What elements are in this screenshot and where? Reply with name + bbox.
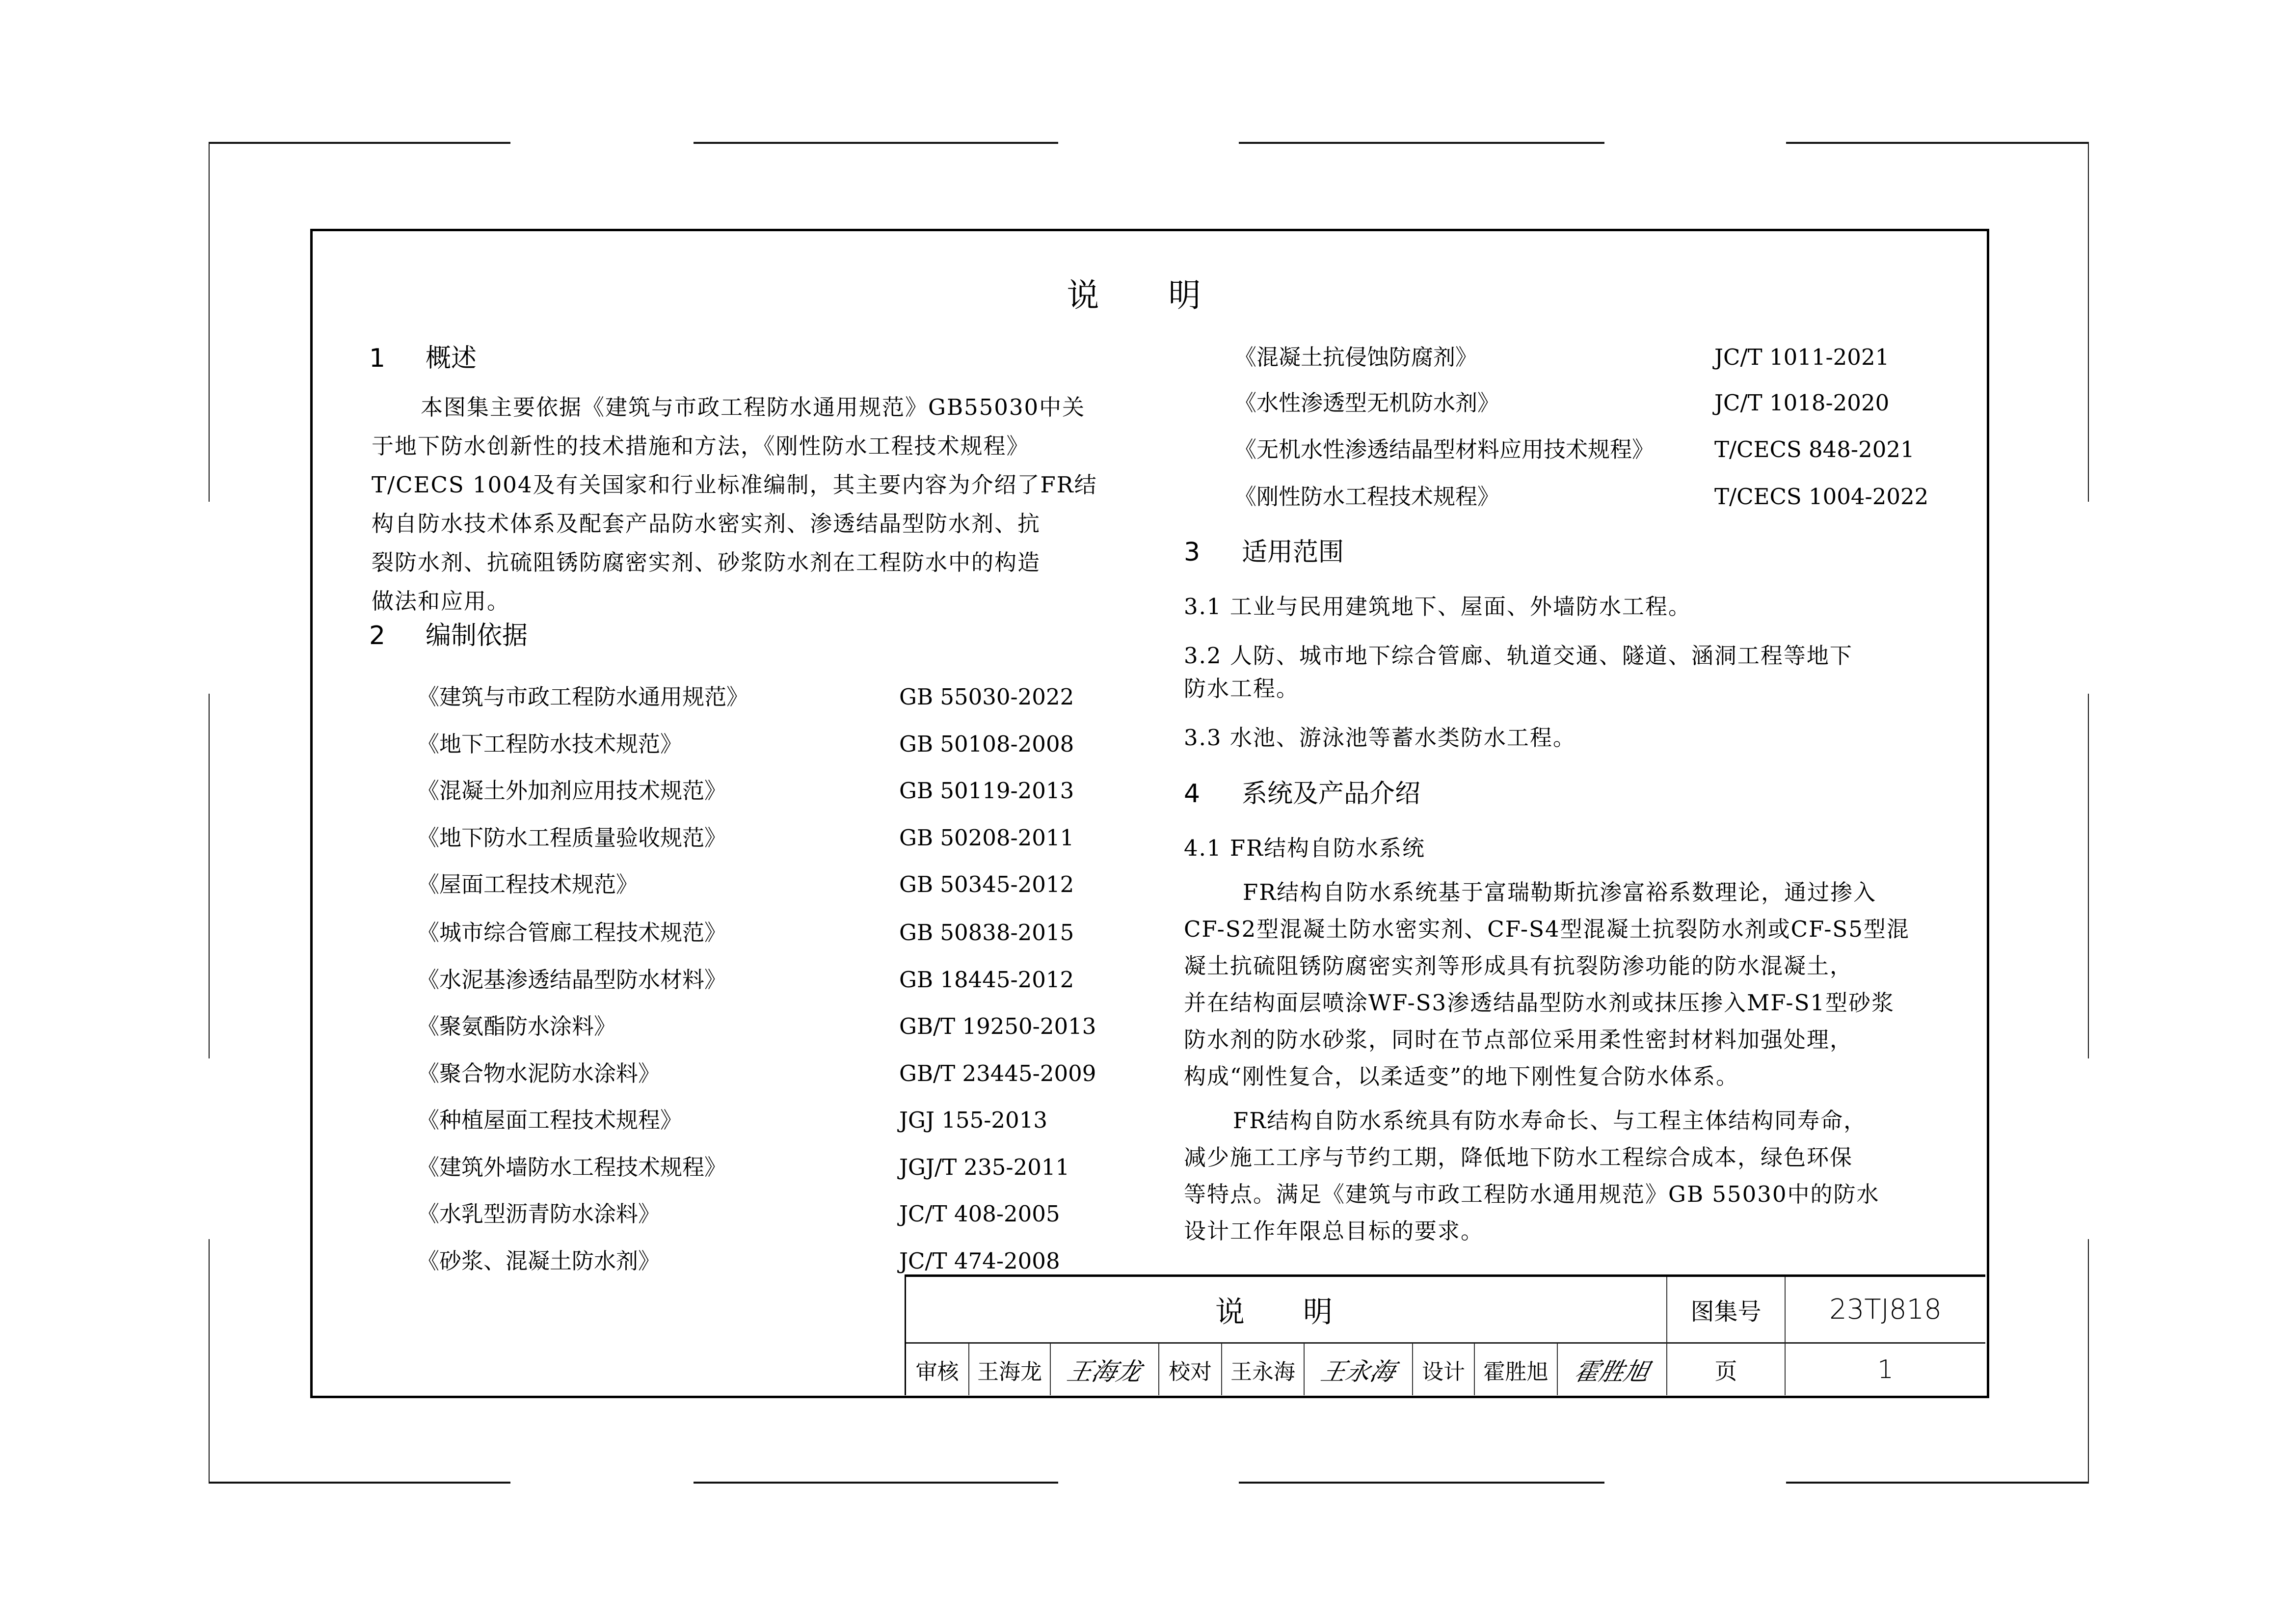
scope-item (1184, 673, 1299, 705)
reviewer-name: 王海龙 (977, 1359, 1042, 1384)
paragraph-line: 设计工作年限总目标的要求。 (1184, 1218, 1484, 1244)
paragraph-line: 本图集主要依据《建筑与市政工程防水通用规范》GB55030中关 (421, 394, 1086, 420)
reference-name: 《水乳型沥青防水涂料》 (417, 1201, 661, 1227)
design-label: 设计 (1422, 1359, 1465, 1384)
frame-right-line (2088, 694, 2089, 1058)
reference-code: JC/T 1011-2021 (1714, 344, 1890, 370)
checker-name: 王永海 (1230, 1359, 1295, 1384)
system-paragraph-1 (1184, 874, 1920, 1095)
reference-code: JC/T 1018-2020 (1714, 390, 1890, 416)
atlas-label: 图集号 (1690, 1298, 1762, 1326)
atlas-number: 23TJ818 (1829, 1294, 1942, 1326)
page-title: 说 明 (1067, 276, 1230, 314)
paragraph-line: FR结构自防水系统基于富瑞勒斯抗渗富裕系数理论，通过掺入 (1243, 879, 1877, 905)
reference-code: GB 50108-2008 (899, 731, 1074, 757)
section-title: 适用范围 (1242, 538, 1344, 567)
scope-item-line: 3.1 工业与民用建筑地下、屋面、外墙防水工程。 (1184, 594, 1691, 620)
reference-name: 《刚性防水工程技术规程》 (1234, 484, 1500, 510)
section-title: 概述 (426, 344, 477, 373)
section-heading-overview (369, 344, 565, 373)
review-label: 审核 (915, 1359, 959, 1384)
review-label-cell (906, 1344, 969, 1395)
page-label-cell (1667, 1344, 1786, 1395)
reference-code: T/CECS 848-2021 (1714, 436, 1915, 462)
reviewer-signature-cell (1051, 1344, 1159, 1395)
reference-item (417, 1107, 1047, 1134)
checker-signature-cell (1305, 1344, 1413, 1395)
paragraph-line: FR结构自防水系统具有防水寿命长、与工程主体结构同寿命， (1233, 1108, 1867, 1134)
checker-signature: 王永海 (1318, 1357, 1398, 1386)
reference-name: 《种植屋面工程技术规程》 (417, 1107, 683, 1133)
reference-code: GB 50345-2012 (899, 871, 1074, 897)
paragraph-line: 构自防水技术体系及配套产品防水密实剂、渗透结晶型防水剂、抗 (372, 511, 1041, 537)
paragraph-line: 构成“刚性复合，以柔适变”的地下刚性复合防水体系。 (1184, 1063, 1739, 1089)
paragraph-line: 减少施工工序与节约工期，降低地下防水工程综合成本，绿色环保 (1184, 1144, 1853, 1170)
check-label-cell (1159, 1344, 1222, 1395)
reference-code: GB/T 19250-2013 (899, 1013, 1096, 1039)
reference-name: 《无机水性渗透结晶型材料应用技术规程》 (1234, 436, 1655, 462)
reference-item (417, 1154, 1070, 1181)
paragraph-line: 于地下防水创新性的技术措施和方法，《刚性防水工程技术规程》 (372, 433, 1030, 459)
paragraph-line: T/CECS 1004及有关国家和行业标准编制，其主要内容为介绍了FR结 (372, 472, 1097, 498)
scope-item (1184, 722, 1576, 754)
reference-code: JC/T 474-2008 (899, 1248, 1060, 1274)
frame-bottom-segment (209, 1482, 510, 1484)
designer-signature-cell (1558, 1344, 1667, 1395)
title-block (905, 1274, 1985, 1395)
paragraph-line: 等特点。满足《建筑与市政工程防水通用规范》GB 55030中的防水 (1184, 1181, 1880, 1207)
scope-item (1184, 640, 1853, 672)
designer-name: 霍胜旭 (1483, 1359, 1548, 1384)
designer-cell (1475, 1344, 1558, 1395)
subsection-heading: 4.1 FR结构自防水系统 (1184, 835, 1425, 861)
checker-cell (1222, 1344, 1305, 1395)
reference-item (417, 1200, 1060, 1228)
scope-item-line: 3.3 水池、游泳池等蓄水类防水工程。 (1184, 725, 1576, 751)
reference-name: 《水性渗透型无机防水剂》 (1234, 390, 1500, 416)
reference-item (417, 824, 1074, 852)
reference-code: GB 55030-2022 (899, 684, 1074, 710)
reference-code: GB/T 23445-2009 (899, 1060, 1096, 1086)
title-block-atlas-label (1667, 1277, 1786, 1342)
reference-name: 《城市综合管廊工程技术规范》 (417, 920, 727, 946)
section-heading-system (1184, 779, 1527, 809)
reference-name: 《砂浆、混凝土防水剂》 (417, 1248, 661, 1274)
reference-code: JGJ/T 235-2011 (899, 1154, 1070, 1180)
reference-name: 《聚合物水泥防水涂料》 (417, 1060, 661, 1086)
reference-item (417, 919, 1074, 947)
title-block-atlas-number (1786, 1277, 1985, 1342)
reference-item (417, 1013, 1096, 1040)
frame-left-line (209, 1239, 210, 1484)
page-number-cell (1786, 1344, 1985, 1395)
reference-item (1234, 389, 1890, 417)
reference-code: GB 18445-2012 (899, 967, 1074, 993)
reference-code: GB 50119-2013 (899, 778, 1074, 804)
section-number: 1 (369, 344, 386, 373)
frame-bottom-segment (1239, 1482, 1604, 1484)
overview-paragraph (372, 388, 1108, 621)
reference-item (417, 871, 1074, 898)
reference-name: 《地下防水工程质量验收规范》 (417, 825, 727, 851)
frame-top-segment (1786, 142, 2089, 144)
frame-left-line (209, 142, 210, 502)
frame-left-line (209, 694, 210, 1058)
reference-code: JC/T 408-2005 (899, 1201, 1060, 1227)
reference-item (1234, 436, 1915, 463)
section-heading-basis (369, 621, 614, 650)
section-title: 编制依据 (426, 621, 528, 650)
page-number: 1 (1877, 1354, 1894, 1384)
reference-name: 《混凝土外加剂应用技术规范》 (417, 778, 727, 804)
reference-name: 《水泥基渗透结晶型防水材料》 (417, 967, 727, 993)
reference-item (417, 777, 1074, 805)
section-number: 4 (1184, 779, 1201, 809)
reviewer-cell (969, 1344, 1051, 1395)
frame-top-segment (209, 142, 510, 144)
frame-top-segment (1239, 142, 1604, 144)
drawing-title: 说 明 (1215, 1295, 1358, 1329)
frame-bottom-segment (1786, 1482, 2089, 1484)
reference-code: T/CECS 1004-2022 (1714, 484, 1929, 510)
paragraph-line: 并在结构面层喷涂WF-S3渗透结晶型防水剂或抹压掺入MF-S1型砂浆 (1184, 990, 1895, 1016)
system-paragraph-2 (1184, 1102, 1920, 1249)
paragraph-line: 做法和应用。 (372, 588, 510, 614)
frame-top-segment (694, 142, 1058, 144)
reference-code: GB 50208-2011 (899, 825, 1074, 851)
reference-item (417, 683, 1074, 711)
scope-item-line: 3.2 人防、城市地下综合管廊、轨道交通、隧道、涵洞工程等地下 (1184, 643, 1853, 669)
paragraph-line: 裂防水剂、抗硫阻锈防腐密实剂、砂浆防水剂在工程防水中的构造 (372, 549, 1041, 575)
reference-item (417, 1060, 1096, 1087)
title-block-drawing-title (906, 1277, 1667, 1342)
reference-item (1234, 344, 1890, 371)
designer-signature: 霍胜旭 (1572, 1357, 1652, 1386)
reference-code: GB 50838-2015 (899, 920, 1074, 946)
reference-code: JGJ 155-2013 (899, 1107, 1047, 1133)
reference-item (417, 966, 1074, 994)
paragraph-line: 防水剂的防水砂浆，同时在节点部位采用柔性密封材料加强处理， (1184, 1027, 1853, 1053)
check-label: 校对 (1169, 1359, 1212, 1384)
scope-item (1184, 591, 1691, 623)
reference-item (417, 1247, 1060, 1275)
reference-name: 《混凝土抗侵蚀防腐剂》 (1234, 344, 1478, 370)
page-label: 页 (1714, 1357, 1737, 1384)
reference-item (1234, 483, 1929, 511)
paragraph-line: 凝土抗硫阻锈防腐密实剂等形成具有抗裂防渗功能的防水混凝土， (1184, 953, 1853, 979)
frame-right-line (2088, 142, 2089, 502)
frame-bottom-segment (694, 1482, 1058, 1484)
frame-right-line (2088, 1239, 2089, 1484)
scope-item-line: 防水工程。 (1184, 676, 1300, 702)
reference-name: 《建筑与市政工程防水通用规范》 (417, 684, 749, 710)
section-number: 2 (369, 621, 386, 650)
section-title: 系统及产品介绍 (1242, 779, 1421, 809)
reference-name: 《聚氨酯防水涂料》 (417, 1013, 616, 1039)
paragraph-line: CF-S2型混凝土防水密实剂、CF-S4型混凝土抗裂防水剂或CF-S5型混 (1184, 916, 1910, 942)
design-label-cell (1413, 1344, 1475, 1395)
reference-name: 《屋面工程技术规范》 (417, 871, 639, 897)
reference-name: 《地下工程防水技术规范》 (417, 731, 683, 757)
reviewer-signature: 王海龙 (1064, 1357, 1144, 1386)
section-number: 3 (1184, 538, 1201, 567)
reference-item (417, 731, 1074, 758)
reference-name: 《建筑外墙防水工程技术规程》 (417, 1154, 727, 1180)
section-heading-scope (1184, 538, 1429, 567)
